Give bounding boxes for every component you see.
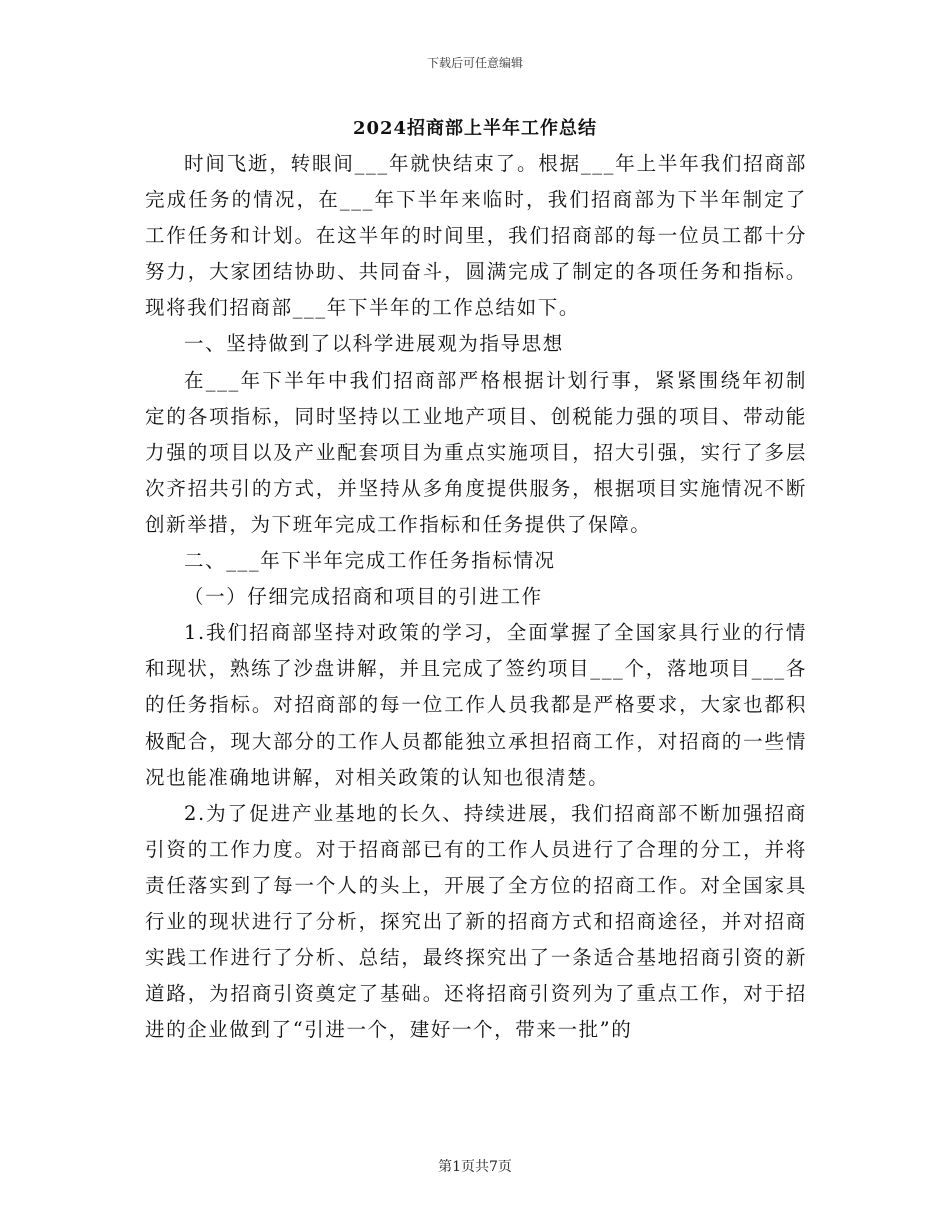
section-1-paragraph: 在___年下半年中我们招商部严格根据计划行事，紧紧围绕年初制定的各项指标，同时坚持以工业地产项目、创税能力强的项目、带动能力强的项目以及产业配套项目为重点实施项目，招大引强，实行了多层次齐招共引的方式，并坚持从多角度提供服务，根据项目实施情况不断创新举措，为下班年完成工作指标和任务提供了保障。 <box>145 368 807 536</box>
section-heading-2: 二、___年下半年完成工作任务指标情况 <box>184 549 556 573</box>
section-heading-1: 一、坚持做到了以科学进展观为指导思想 <box>184 332 564 356</box>
intro-paragraph: 时间飞逝，转眼间___年就快结束了。根据___年上半年我们招商部完成任务的情况，在___年下半年来临时，我们招商部为下半年制定了工作任务和计划。在这半年的时间里，我们招商部的每一位员工都十分努力，大家团结协助、共同奋斗，圆满完成了制定的各项任务和指标。现将我们招商部___年下半年的工作总结如下。 <box>145 152 807 320</box>
page-header-note: 下载后可任意编辑 <box>426 56 523 70</box>
subsection-heading-1: （一）仔细完成招商和项目的引进工作 <box>184 585 543 609</box>
page-number: 第1页共7页 <box>438 1159 512 1175</box>
item-1-paragraph: 1.我们招商部坚持对政策的学习，全面掌握了全国家具行业的行情和现状，熟练了沙盘讲解，并且完成了签约项目___个，落地项目___各的任务指标。对招商部的每一位工作人员我都是严格要求，大家也都积极配合，现大部分的工作人员都能独立承担招商工作，对招商的一些情况也能准确地讲解，对相关政策的认知也很清楚。 <box>145 621 807 789</box>
document-body <box>145 146 807 1048</box>
item-2-paragraph: 2.为了促进产业基地的长久、持续进展，我们招商部不断加强招商引资的工作力度。对于招商部已有的工作人员进行了合理的分工，并将责任落实到了每一个人的头上，开展了全方位的招商工作。对全国家具行业的现状进行了分析，探究出了新的招商方式和招商途径，并对招商实践工作进行了分析、总结，最终探究出了一条适合基地招商引资的新道路，为招商引资奠定了基础。还将招商引资列为了重点工作，对于招进的企业做到了“引进一个，建好一个，带来一批”的 <box>145 801 807 1042</box>
document-title: 2024招商部上半年工作总结 <box>352 118 598 139</box>
